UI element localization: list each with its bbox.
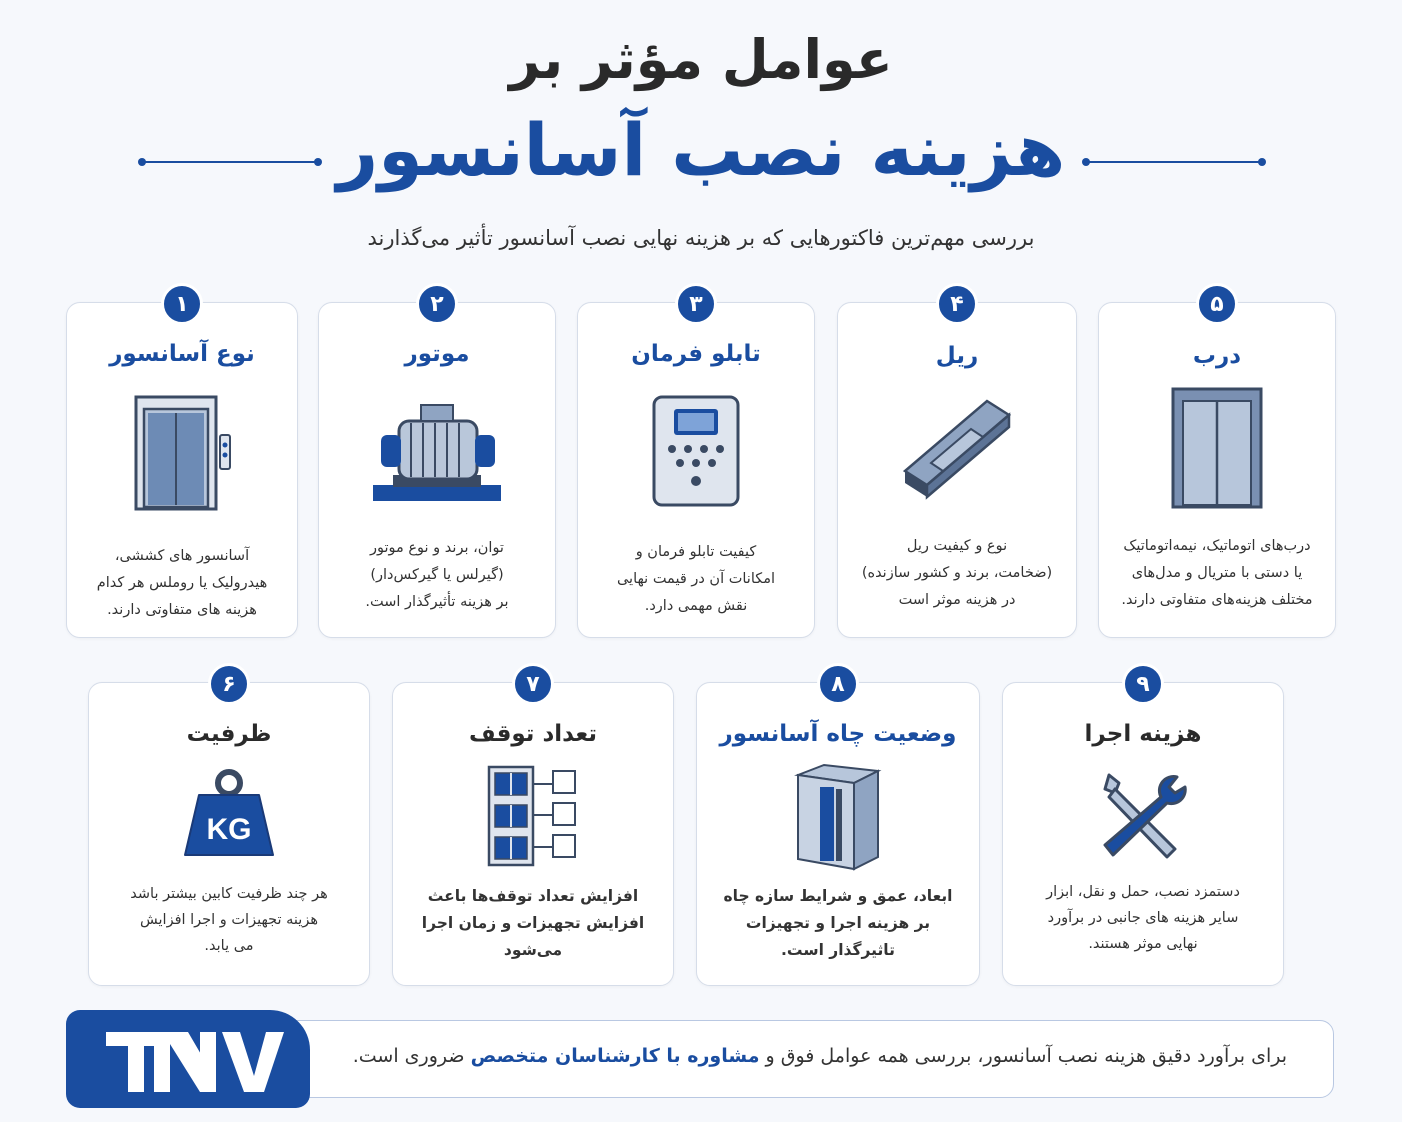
card-number-badge: ۸ [817, 663, 859, 705]
card-description: آسانسور های کششی، هیدرولیک یا روملس هر کدام هزینه های متفاوتی دارند. [96, 548, 268, 618]
card-title: تابلو فرمان [631, 341, 761, 367]
card-title: درب [1192, 343, 1242, 369]
cta-text-before: برای برآورد دقیق هزینه نصب آسانسور، بررسی همه عوامل فوق و [759, 1045, 1287, 1067]
card-description: نوع و کیفیت ریل (ضخامت، برند و کشور سازنده) در هزینه موثر است [861, 538, 1053, 608]
door-icon [1171, 387, 1263, 509]
page-title-line2: هزینه نصب آسانسور [336, 108, 1066, 192]
control-panel-icon [652, 395, 740, 507]
card-elevator-type [66, 291, 298, 638]
card-description: درب‌های اتوماتیک، نیمه‌اتوماتیک یا دستی با متریال و مدل‌های مختلف هزینه‌های متفاوتی دارند. [1121, 538, 1313, 608]
card-title: نوع آسانسور [109, 341, 255, 367]
card-number-badge: ۷ [512, 663, 554, 705]
weight-kg-icon [183, 767, 275, 859]
page-title-line1: عوامل مؤثر بر [509, 28, 893, 91]
tnv-logo-mark [66, 1010, 310, 1108]
cta-text [353, 1045, 1287, 1067]
card-title: ظرفیت [186, 721, 272, 747]
deco-line-right [1086, 161, 1262, 163]
tnv-logo [66, 1010, 310, 1108]
shaft-icon [794, 763, 882, 873]
card-rail [837, 291, 1077, 638]
card-execution-cost [1002, 671, 1284, 986]
stops-icon [487, 765, 579, 867]
card-stops [392, 671, 674, 986]
card-description: افزایش تعداد توقف‌ها باعث افزایش تجهیزات و زمان اجرا می‌شود [421, 887, 645, 959]
card-title: ریل [935, 343, 979, 369]
cta-text-after: ضروری است. [352, 1045, 471, 1067]
cta-highlight: مشاوره با کارشناسان متخصص [470, 1045, 760, 1067]
card-title: وضعیت چاه آسانسور [719, 721, 957, 747]
rail-icon [901, 397, 1013, 505]
card-description: کیفیت تابلو فرمان و امکانات آن در قیمت نهایی نقش مهمی دارد. [616, 544, 776, 614]
cta-box [200, 1020, 1334, 1098]
page-subtitle: بررسی مهم‌ترین فاکتورهایی که بر هزینه نهایی نصب آسانسور تأثیر می‌گذارند [367, 226, 1035, 250]
card-door [1098, 291, 1336, 638]
weight-kg-label: KG [206, 813, 252, 846]
card-title: موتور [404, 341, 470, 367]
card-number-badge: ۲ [416, 283, 458, 325]
card-description: هر چند ظرفیت کابین بیشتر باشد هزینه تجهیزات و اجرا افزایش می یابد. [130, 886, 328, 954]
card-shaft [696, 671, 980, 986]
motor-icon [371, 401, 503, 505]
card-number-badge: ۶ [208, 663, 250, 705]
card-number-badge: ۴ [936, 283, 978, 325]
card-number-badge: ۹ [1122, 663, 1164, 705]
card-title: تعداد توقف [468, 721, 598, 747]
card-title: هزینه اجرا [1084, 721, 1202, 747]
card-number-badge: ۱ [161, 283, 203, 325]
elevator-icon [130, 395, 234, 511]
card-control-panel [577, 291, 815, 638]
card-capacity [88, 671, 370, 986]
card-motor [318, 291, 556, 638]
card-number-badge: ۵ [1196, 283, 1238, 325]
card-description: دستمزد نصب، حمل و نقل، ابزار سایر هزینه های جانبی در برآورد نهایی موثر هستند. [1046, 884, 1240, 952]
card-number-badge: ۳ [675, 283, 717, 325]
card-description: توان، برند و نوع موتور (گیرلس یا گیرکس‌دار) بر هزینه تأثیرگذار است. [365, 540, 509, 610]
tools-icon [1097, 769, 1189, 861]
card-description: ابعاد، عمق و شرایط سازه چاه بر هزینه اجرا و تجهیزات تاثیرگذار است. [723, 887, 953, 959]
